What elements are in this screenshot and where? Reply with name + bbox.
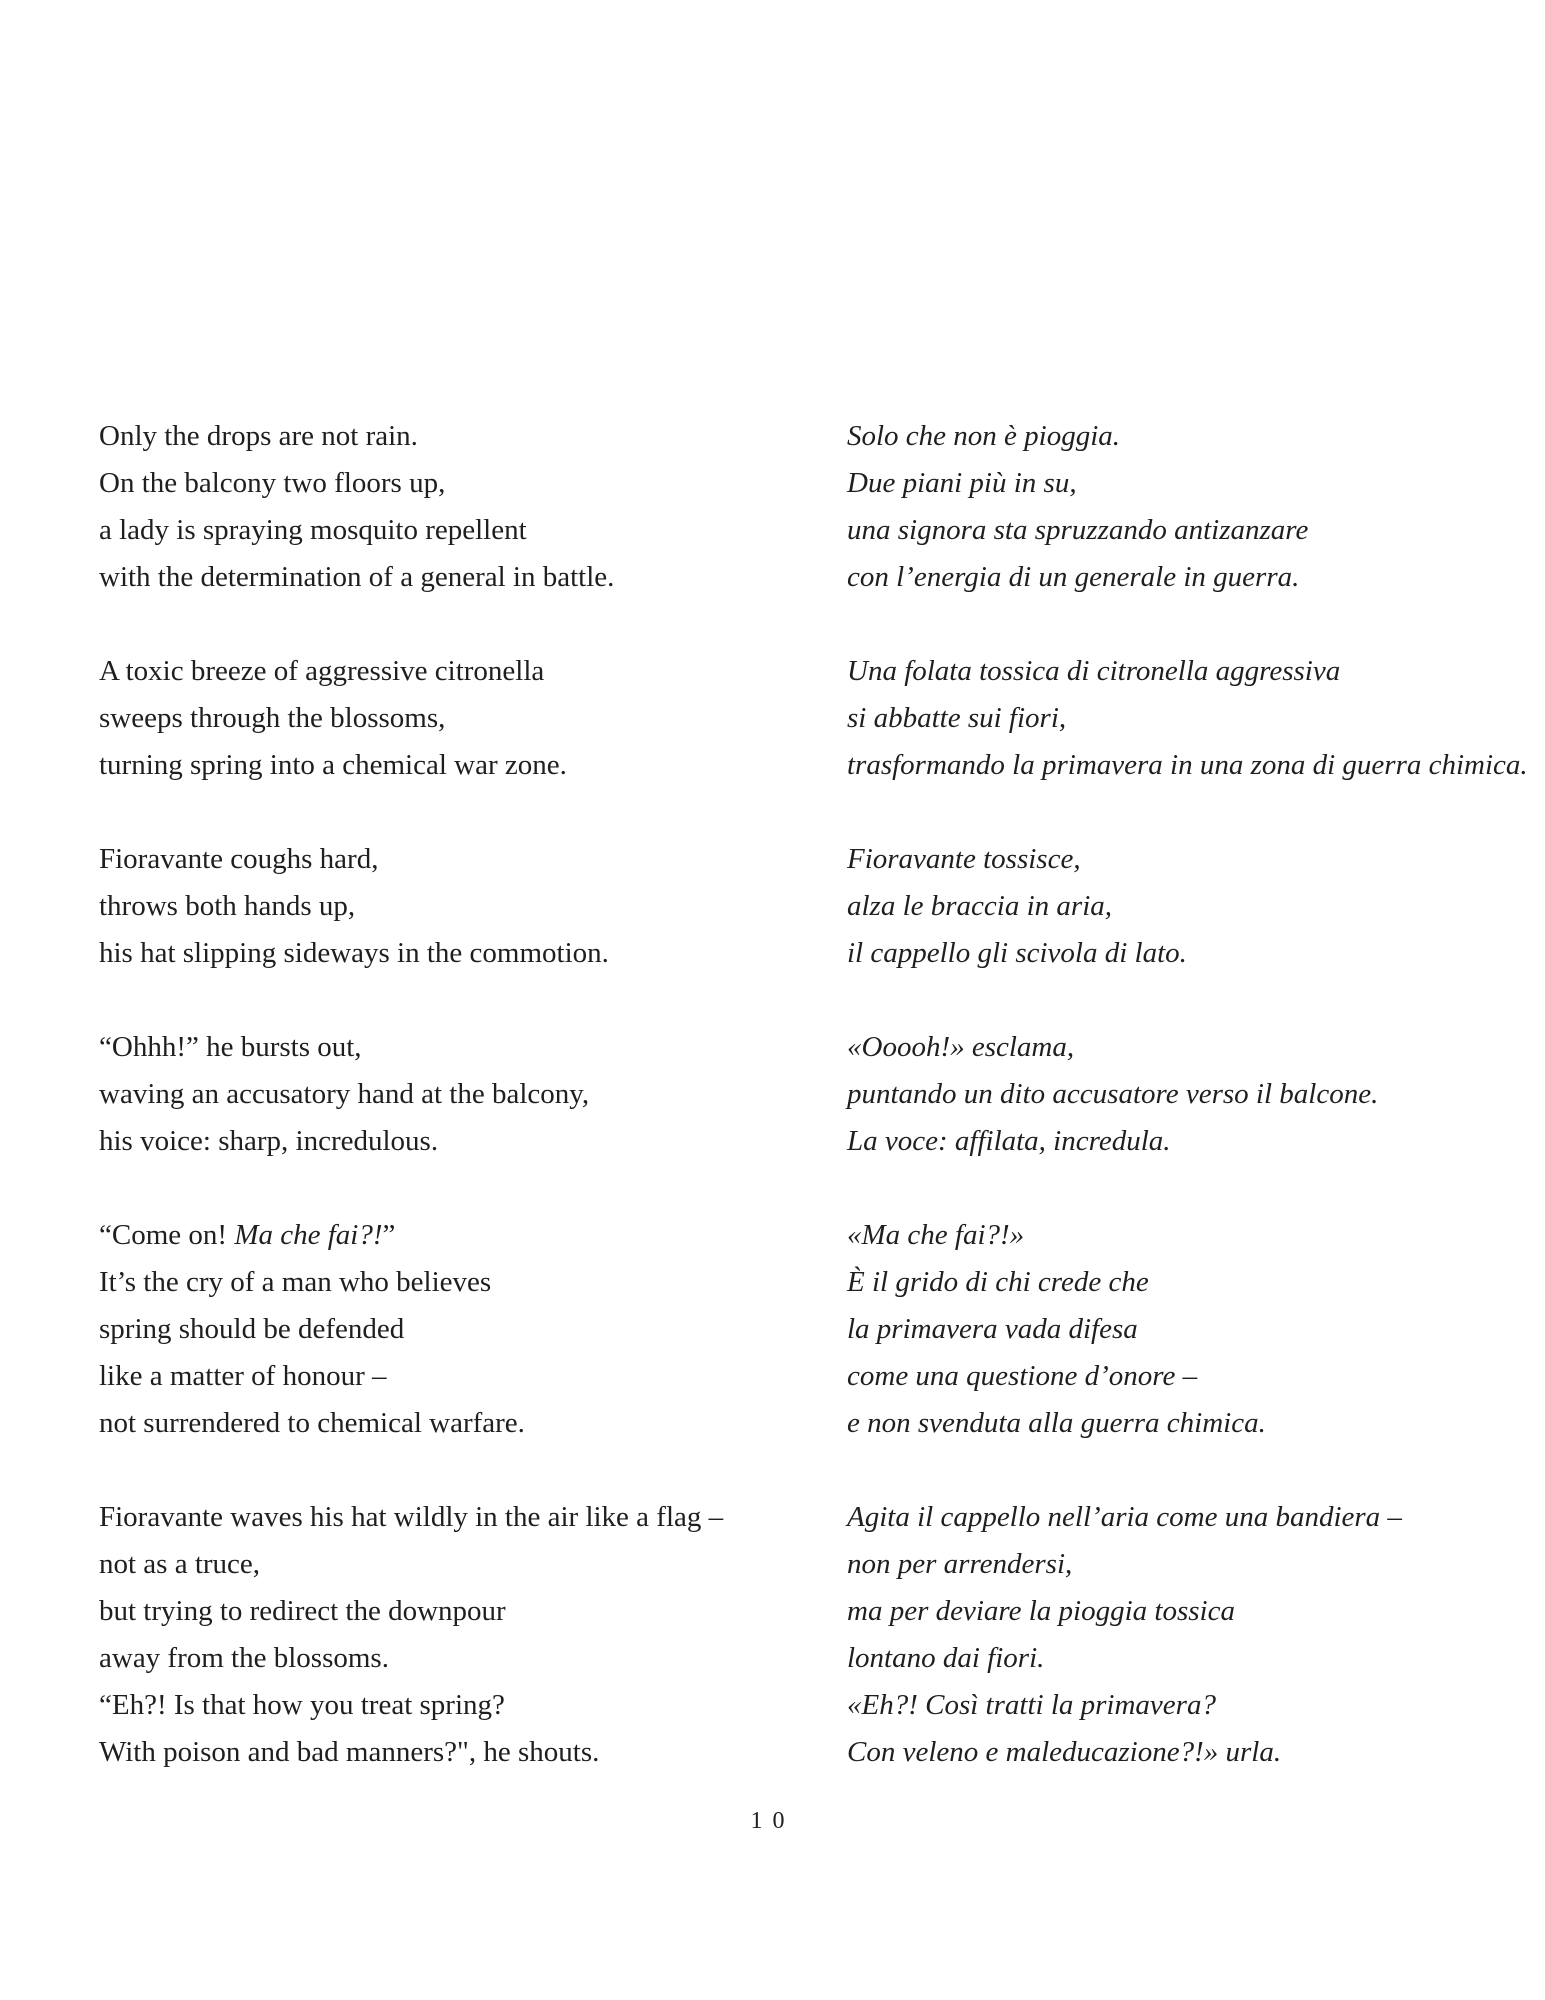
verse-line: On the balcony two floors up, <box>99 467 446 499</box>
verse-line: A toxic breeze of aggressive citronella <box>99 655 545 687</box>
verse-line: waving an accusatory hand at the balcony, <box>99 1078 590 1110</box>
verse-line: Solo che non è pioggia. <box>847 420 1121 452</box>
english-stanza-5 <box>99 1212 759 1447</box>
italian-stanza-3 <box>847 836 1537 977</box>
verse-line: «Ma che fai?!» <box>847 1219 1025 1251</box>
verse-line: “Ohhh!” he bursts out, <box>99 1031 362 1063</box>
english-column <box>99 413 759 1823</box>
verse-line: spring should be defended <box>99 1313 405 1345</box>
verse-line: like a matter of honour – <box>99 1360 387 1392</box>
verse-line: a lady is spraying mosquito repellent <box>99 514 527 546</box>
verse-line: Una folata tossica di citronella aggressiva <box>847 655 1341 687</box>
verse-line: Agita il cappello nell’aria come una bandiera – <box>847 1501 1402 1533</box>
verse-line: alza le braccia in aria, <box>847 890 1113 922</box>
verse-line: e non svenduta alla guerra chimica. <box>847 1407 1266 1439</box>
verse-line: “Eh?! Is that how you treat spring? <box>99 1689 505 1721</box>
verse-line: It’s the cry of a man who believes <box>99 1266 492 1298</box>
italian-stanza-4 <box>847 1024 1537 1165</box>
english-stanza-2 <box>99 648 759 789</box>
italian-stanza-1 <box>847 413 1537 601</box>
english-stanza-4 <box>99 1024 759 1165</box>
verse-line: sweeps through the blossoms, <box>99 702 446 734</box>
english-stanza-6 <box>99 1494 759 1776</box>
italian-stanza-2 <box>847 648 1537 789</box>
verse-line: «Eh?! Così tratti la primavera? <box>847 1689 1216 1721</box>
verse-line-mixed <box>99 1212 759 1259</box>
verse-line: si abbatte sui fiori, <box>847 702 1067 734</box>
verse-line: Due piani più in su, <box>847 467 1077 499</box>
italian-stanza-5 <box>847 1212 1537 1447</box>
page-number: 10 <box>750 1808 795 1834</box>
verse-line: not as a truce, <box>99 1548 261 1580</box>
verse-fragment: ” <box>382 1219 396 1251</box>
verse-line: Only the drops are not rain. <box>99 420 418 452</box>
verse-line: Fioravante tossisce, <box>847 843 1081 875</box>
verse-line: trasformando la primavera in una zona di guerra chimica. <box>847 749 1528 781</box>
verse-line: throws both hands up, <box>99 890 356 922</box>
verse-line: puntando un dito accusatore verso il balcone. <box>847 1078 1379 1110</box>
verse-line: Fioravante coughs hard, <box>99 843 379 875</box>
verse-line: but trying to redirect the downpour <box>99 1595 506 1627</box>
verse-fragment-italic: Ma che fai?! <box>234 1219 383 1251</box>
italian-stanza-6 <box>847 1494 1537 1776</box>
verse-line: «Ooooh!» esclama, <box>847 1031 1075 1063</box>
verse-line: lontano dai fiori. <box>847 1642 1045 1674</box>
verse-line: with the determination of a general in battle. <box>99 561 615 593</box>
verse-line: With poison and bad manners?", he shouts. <box>99 1736 600 1768</box>
verse-line: il cappello gli scivola di lato. <box>847 937 1187 969</box>
english-stanza-1 <box>99 413 759 601</box>
verse-line: La voce: affilata, incredula. <box>847 1125 1171 1157</box>
verse-line: away from the blossoms. <box>99 1642 389 1674</box>
verse-line: la primavera vada difesa <box>847 1313 1138 1345</box>
verse-line: non per arrendersi, <box>847 1548 1073 1580</box>
verse-line: not surrendered to chemical warfare. <box>99 1407 525 1439</box>
verse-line: turning spring into a chemical war zone. <box>99 749 567 781</box>
verse-line: ma per deviare la pioggia tossica <box>847 1595 1235 1627</box>
verse-line: con l’energia di un generale in guerra. <box>847 561 1300 593</box>
verse-line: Con veleno e maleducazione?!» urla. <box>847 1736 1282 1768</box>
verse-line: come una questione d’onore – <box>847 1360 1198 1392</box>
italian-column <box>847 413 1537 1823</box>
verse-line: È il grido di chi crede che <box>847 1266 1149 1298</box>
verse-line: una signora sta spruzzando antizanzare <box>847 514 1309 546</box>
verse-fragment: “Come on! <box>99 1219 235 1251</box>
english-stanza-3 <box>99 836 759 977</box>
verse-line: his voice: sharp, incredulous. <box>99 1125 439 1157</box>
verse-line: his hat slipping sideways in the commotion. <box>99 937 609 969</box>
verse-line: Fioravante waves his hat wildly in the air like a flag – <box>99 1501 724 1533</box>
